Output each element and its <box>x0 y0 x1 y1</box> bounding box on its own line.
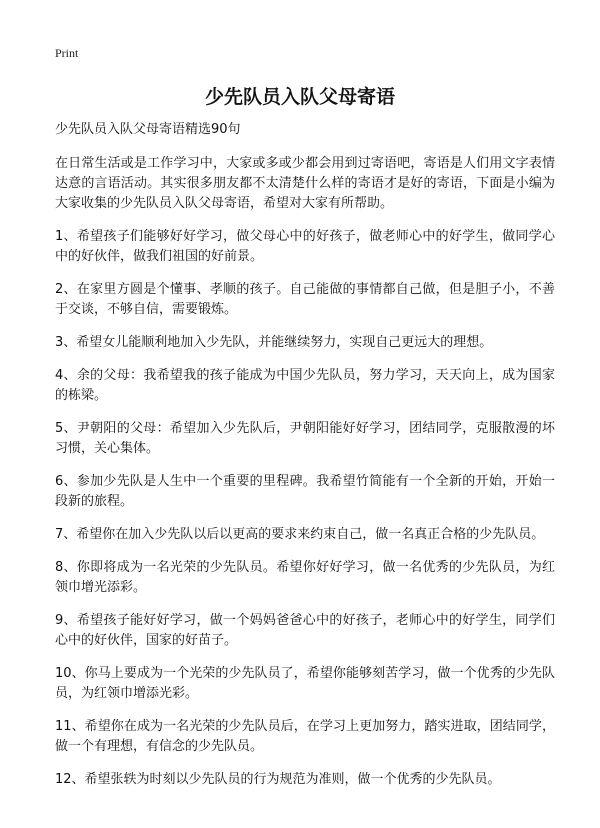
list-item: 8、你即将成为一名光荣的少先队员。希望你好好学习，做一名优秀的少先队员，为红领巾增光添彩。 <box>55 560 555 595</box>
list-item: 2、在家里方圆是个懂事、孝顺的孩子。自己能做的事情都自己做，但是胆子小，不善于交谈，不够自信，需要锻炼。 <box>55 282 555 317</box>
print-link[interactable]: Print <box>55 46 79 60</box>
list-item: 1、希望孩子们能够好好学习，做父母心中的好孩子，做老师心中的好学生，做同学心中的好伙伴，做我们祖国的好前景。 <box>55 229 555 264</box>
list-item: 5、尹朝阳的父母：希望加入少先队后，尹朝阳能好好学习，团结同学，克服散漫的坏习惯，关心集体。 <box>55 421 555 456</box>
list-item: 10、你马上要成为一个光荣的少先队员了，希望你能够刻苦学习，做一个优秀的少先队员，为红领巾增添光彩。 <box>55 666 555 701</box>
intro-paragraph: 在日常生活或是工作学习中，大家或多或少都会用到过寄语吧，寄语是人们用文字表情达意的言语活动。其实很多朋友都不太清楚什么样的寄语才是好的寄语，下面是小编为大家收集的少先队员入队父母寄语，希望对大家有所帮助。 <box>55 156 555 211</box>
list-item: 4、余的父母：我希望我的孩子能成为中国少先队员，努力学习，天天向上，成为国家的栋梁。 <box>55 368 555 403</box>
list-item: 12、希望张轶为时刻以少先队员的行为规范为准则，做一个优秀的少先队员。 <box>55 772 501 787</box>
list-item: 7、希望你在加入少先队以后以更高的要求来约束自己，做一名真正合格的少先队员。 <box>55 527 545 542</box>
list-item: 9、希望孩子能好好学习，做一个妈妈爸爸心中的好孩子，老师心中的好学生，同学们心中的好伙伴，国家的好苗子。 <box>55 613 555 648</box>
article-body <box>55 120 555 803</box>
list-item: 6、参加少先队是人生中一个重要的里程碑。我希望竹简能有一个全新的开始，开始一段新的旅程。 <box>55 474 555 509</box>
article-subtitle: 少先队员入队父母寄语精选90句 <box>55 122 241 137</box>
list-item: 3、希望女儿能顺利地加入少先队，并能继续努力，实现自己更远大的理想。 <box>55 335 493 350</box>
page-title: 少先队员入队父母寄语 <box>204 86 395 108</box>
list-item: 11、希望你在成为一名光荣的少先队员后，在学习上更加努力，踏实进取，团结同学，做一个有理想，有信念的少先队员。 <box>55 719 555 754</box>
